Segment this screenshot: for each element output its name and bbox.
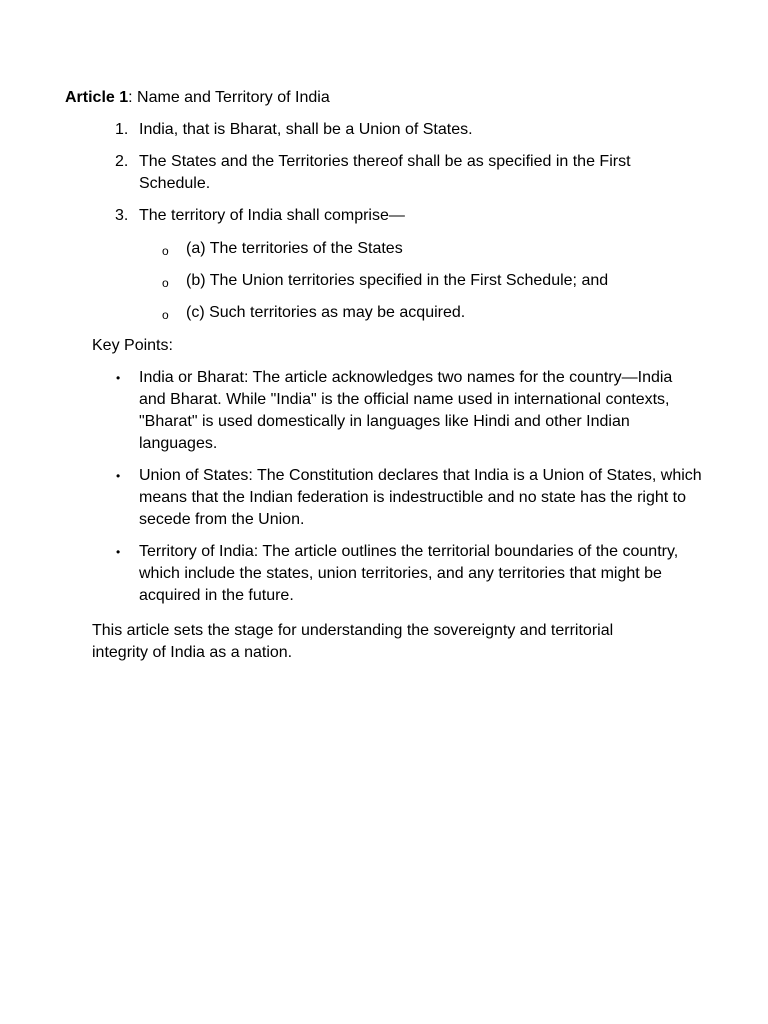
circle-bullet-icon: o — [162, 308, 169, 322]
key-point-text: India or Bharat: The article acknowledges two names for the country—India and Bharat. While "India" is the official name used in international contexts, "Bharat" is used domestically in languages like Hindi and other Indian languages. — [139, 369, 673, 452]
clause-item — [112, 119, 672, 141]
key-point-item — [112, 541, 702, 607]
bullet-icon: • — [116, 469, 121, 483]
subclause-list — [160, 238, 660, 334]
bullet-icon: • — [116, 371, 121, 385]
subclause-text: (c) Such territories as may be acquired. — [186, 304, 466, 321]
subclause-item — [160, 270, 660, 292]
circle-bullet-icon: o — [162, 244, 169, 258]
subclause-item — [160, 302, 660, 324]
article-title: : Name and Territory of India — [128, 89, 330, 106]
clause-list — [112, 119, 672, 237]
key-points-list — [112, 367, 702, 617]
key-point-item — [112, 465, 702, 531]
clause-item — [112, 205, 672, 227]
article-label: Article 1 — [65, 89, 129, 106]
clause-number: 2. — [115, 153, 129, 170]
key-point-item — [112, 367, 702, 455]
clause-number: 1. — [115, 121, 129, 138]
key-point-text: Territory of India: The article outlines the territorial boundaries of the country, which include the states, union territories, and any territories that might be acquired in the future. — [139, 543, 679, 604]
clause-text: The territory of India shall comprise— — [139, 207, 405, 224]
bullet-icon: • — [116, 545, 121, 559]
article-heading — [65, 87, 330, 109]
clause-text: India, that is Bharat, shall be a Union of States. — [139, 121, 473, 138]
subclause-text: (a) The territories of the States — [186, 240, 403, 257]
clause-item — [112, 151, 672, 195]
circle-bullet-icon: o — [162, 276, 169, 290]
subclause-text: (b) The Union territories specified in the First Schedule; and — [186, 272, 609, 289]
subclause-item — [160, 238, 660, 260]
clause-number: 3. — [115, 207, 129, 224]
key-points-heading: Key Points: — [92, 337, 173, 354]
closing-paragraph: This article sets the stage for understanding the sovereignty and territorial integrity of India as a nation. — [92, 622, 614, 661]
clause-text: The States and the Territories thereof shall be as specified in the First Schedule. — [139, 153, 631, 192]
key-point-text: Union of States: The Constitution declares that India is a Union of States, which means that the Indian federation is indestructible and no state has the right to secede from the Union. — [139, 467, 702, 528]
